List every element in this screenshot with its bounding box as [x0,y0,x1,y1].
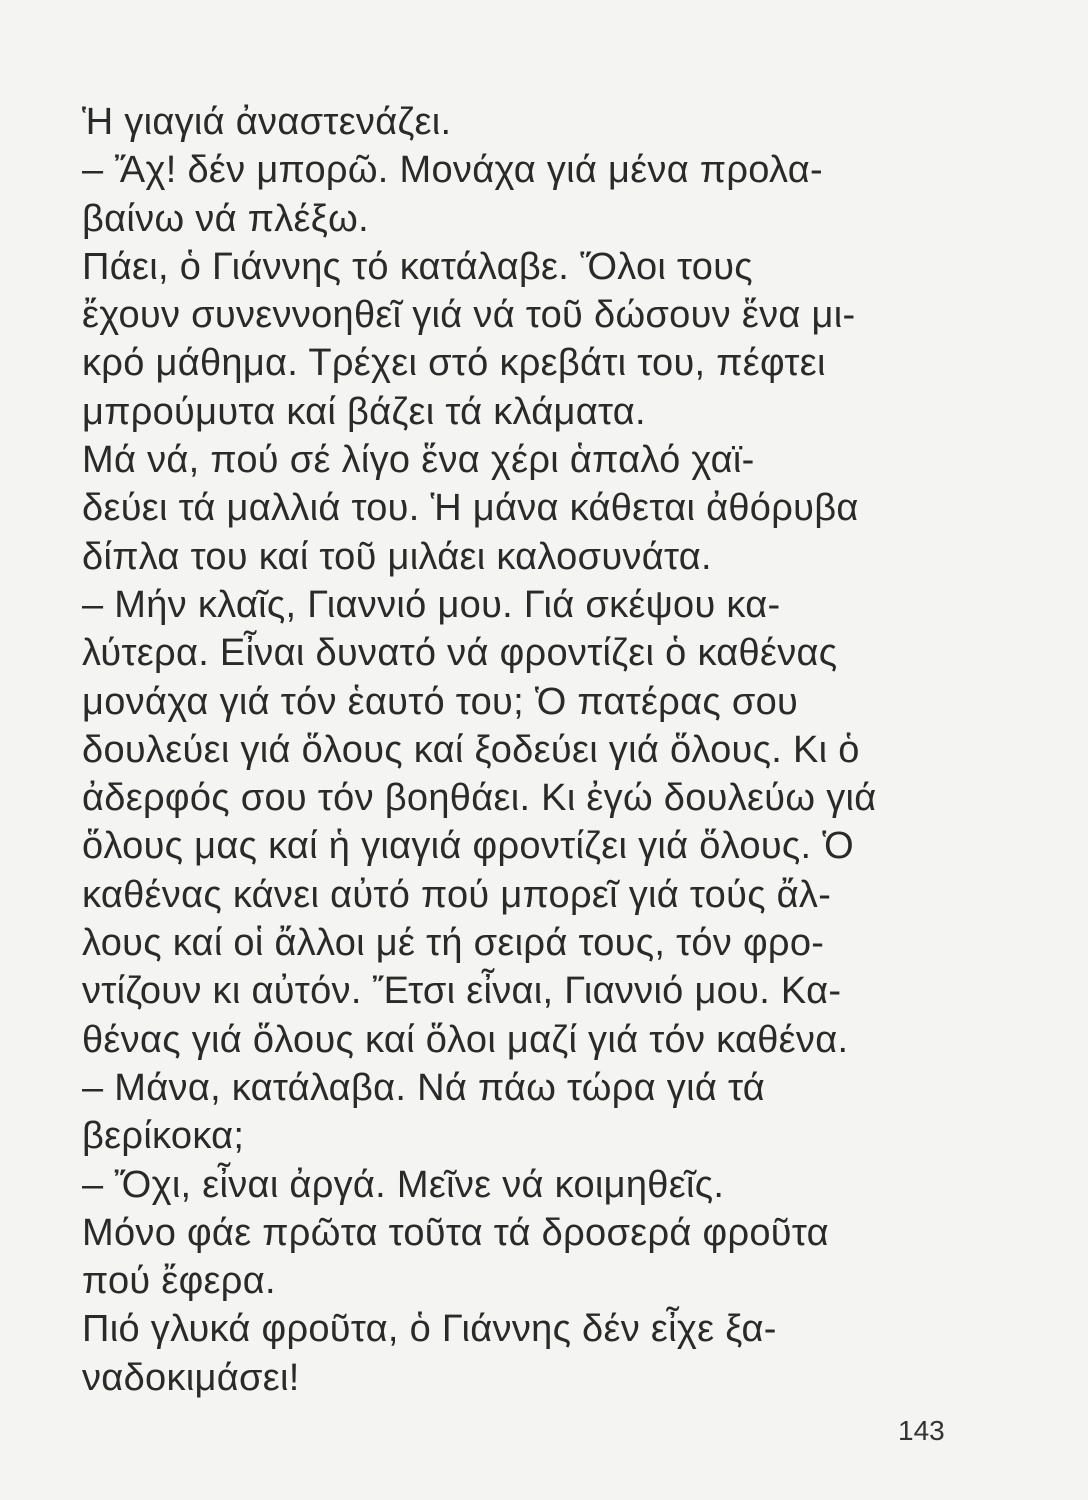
body-text [82,98,942,1402]
text-line: Μά νά, πού σέ λίγο ἕνα χέρι ἁπαλό χαϊ- [82,439,755,482]
text-line: ἔχουν συνεννοηθεῖ γιά νά τοῦ δώσουν ἕνα μι- [82,294,856,337]
text-line: δίπλα του καί τοῦ μιλάει καλοσυνάτα. [82,535,712,578]
text-line: μπρούμυτα καί βάζει τά κλάματα. [82,390,646,433]
text-line: κρό μάθημα. Τρέχει στό κρεβάτι του, πέφτει [82,342,826,385]
text-line: Μόνο φάε πρῶτα τοῦτα τά δροσερά φροῦτα [82,1211,829,1254]
text-line: ναδοκιμάσει! [82,1356,300,1399]
text-line: καθένας κάνει αὐτό πού μπορεῖ γιά τούς ἄλ- [82,873,832,916]
text-line: ντίζουν κι αὐτόν. Ἔτσι εἶναι, Γιαννιό μου. Κα- [82,970,842,1013]
text-line: – Ἄχ! δέν μπορῶ. Μονάχα γιά μένα προλα- [82,149,823,192]
text-line: – Μάνα, κατάλαβα. Νά πάω τώρα γιά τά [82,1066,766,1109]
page-number: 143 [898,1415,945,1446]
text-line: θένας γιά ὅλους καί ὅλοι μαζί γιά τόν καθένα. [82,1018,849,1061]
text-line: Πάει, ὁ Γιάννης τό κατάλαβε. Ὅλοι τους [82,245,753,288]
text-line: λύτερα. Εἶναι δυνατό νά φροντίζει ὁ καθένας [82,632,838,675]
text-line: Πιό γλυκά φροῦτα, ὁ Γιάννης δέν εἶχε ξα- [82,1308,777,1351]
text-line: Ἡ γιαγιά ἀναστενάζει. [82,101,452,143]
text-line: βαίνω νά πλέξω. [82,197,369,240]
text-line: ἀδερφός σου τόν βοηθάει. Κι ἐγώ δουλεύω γιά [82,777,877,820]
text-line: λους καί οἱ ἄλλοι μέ τή σειρά τους, τόν φρο- [82,922,825,965]
text-line: μονάχα γιά τόν ἑαυτό του; Ὁ πατέρας σου [82,680,799,723]
text-line: δεύει τά μαλλιά του. Ἡ μάνα κάθεται ἀθόρυβα [82,487,859,530]
text-line: – Μήν κλαῖς, Γιαννιό μου. Γιά σκέψου κα- [82,583,781,626]
text-line: – Ὄχι, εἶναι ἀργά. Μεῖνε νά κοιμηθεῖς. [82,1163,725,1206]
text-line: ὅλους μας καί ἡ γιαγιά φροντίζει γιά ὅλους. Ὁ [82,825,854,868]
text-line: πού ἔφερα. [82,1260,276,1303]
text-line: δουλεύει γιά ὅλους καί ξοδεύει γιά ὅλους. Κι ὁ [82,728,860,771]
text-line: βερίκοκα; [82,1115,245,1158]
